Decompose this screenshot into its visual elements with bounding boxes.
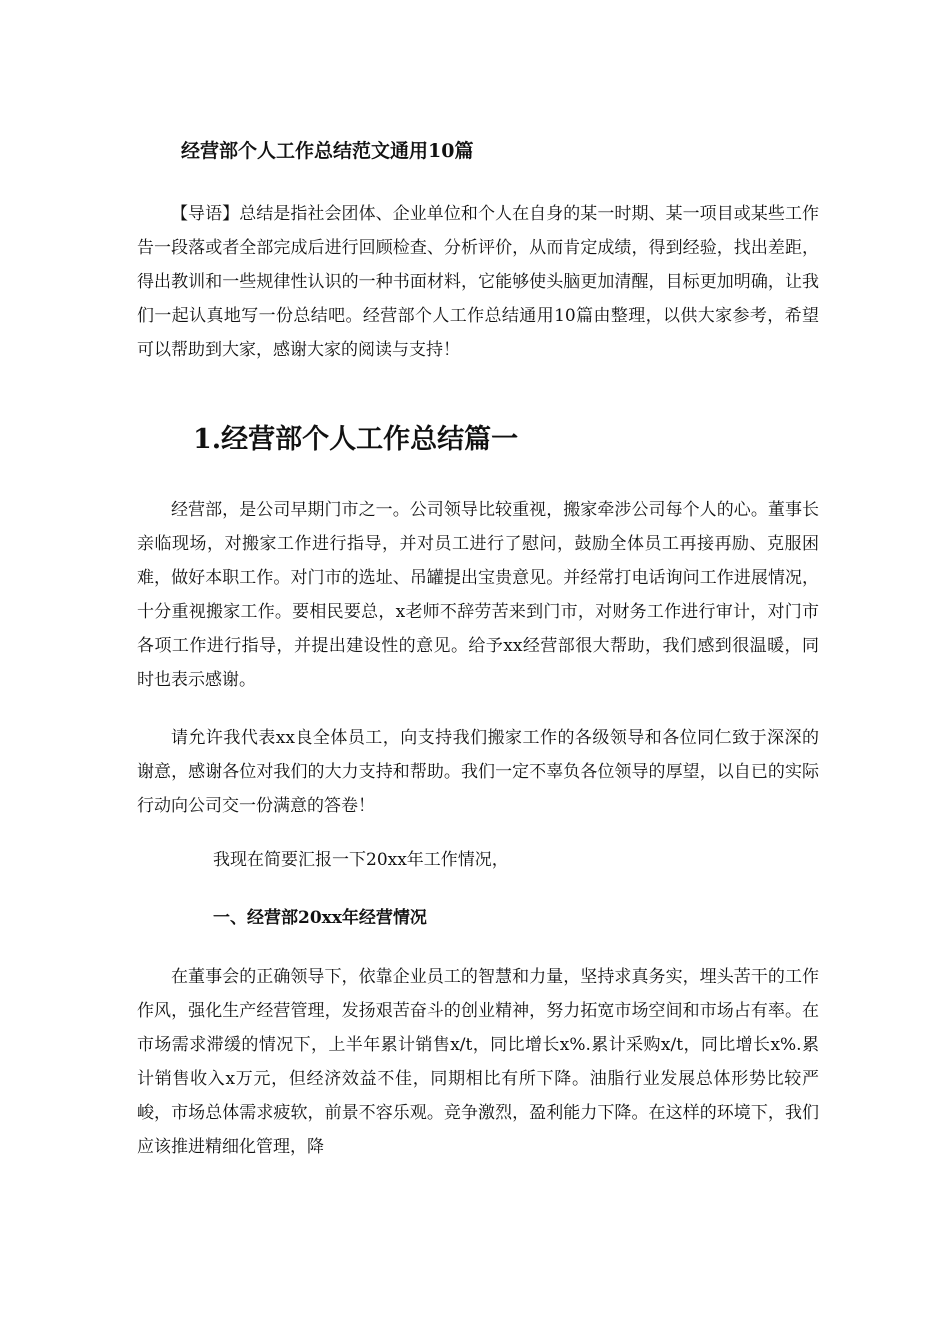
body-paragraph-3: 在董事会的正确领导下，依靠企业员工的智慧和力量，坚持求真务实，埋头苦干的工作作风，强化生产经营管理，发扬艰苦奋斗的创业精神，努力拓宽市场空间和市场占有率。在市场需求滞缓的情况下，上半年累计销售x/t，同比增长x%.累计采购x/t，同比增长x%.累计销售收入x万元，但经济效益不佳，同期相比有所下降。油脂行业发展总体形势比较严峻，市场总体需求疲软，前景不容乐观。竞争激烈，盈利能力下降。在这样的环境下，我们应该推进精细化管理，降 [137, 967, 819, 1157]
intro-paragraph: 【导语】总结是指社会团体、企业单位和个人在自身的某一时期、某一项目或某些工作告一段落或者全部完成后进行回顾检查、分析评价，从而肯定成绩，得到经验，找出差距，得出教训和一些规律性认识的一种书面材料，它能够使头脑更加清醒，目标更加明确，让我们一起认真地写一份总结吧。经营部个人工作总结通用10篇由整理，以供大家参考，希望可以帮助到大家，感谢大家的阅读与支持！ [137, 204, 819, 360]
section-heading: 1.经营部个人工作总结篇一 [193, 424, 519, 455]
body-paragraph-2: 请允许我代表xx良全体员工，向支持我们搬家工作的各级领导和各位同仁致于深深的谢意，感谢各位对我们的大力支持和帮助。我们一定不辜负各位领导的厚望，以自已的实际行动向公司交一份满意的答卷！ [137, 728, 819, 816]
report-line: 我现在简要汇报一下20xx年工作情况， [213, 850, 509, 870]
body-paragraph-1: 经营部，是公司早期门市之一。公司领导比较重视，搬家牵涉公司每个人的心。董事长亲临现场，对搬家工作进行指导，并对员工进行了慰问，鼓励全体员工再接再励、克服困难，做好本职工作。对门市的选址、吊罐提出宝贵意见。并经常打电话询问工作进展情况，十分重视搬家工作。要相民要总，x老师不辞劳苦来到门市，对财务工作进行审计，对门市各项工作进行指导，并提出建设性的意见。给予xx经营部很大帮助，我们感到很温暖，同时也表示感谢。 [137, 500, 819, 690]
subheading: 一、经营部20xx年经营情况 [213, 908, 427, 928]
document-title: 经营部个人工作总结范文通用10篇 [181, 140, 474, 162]
